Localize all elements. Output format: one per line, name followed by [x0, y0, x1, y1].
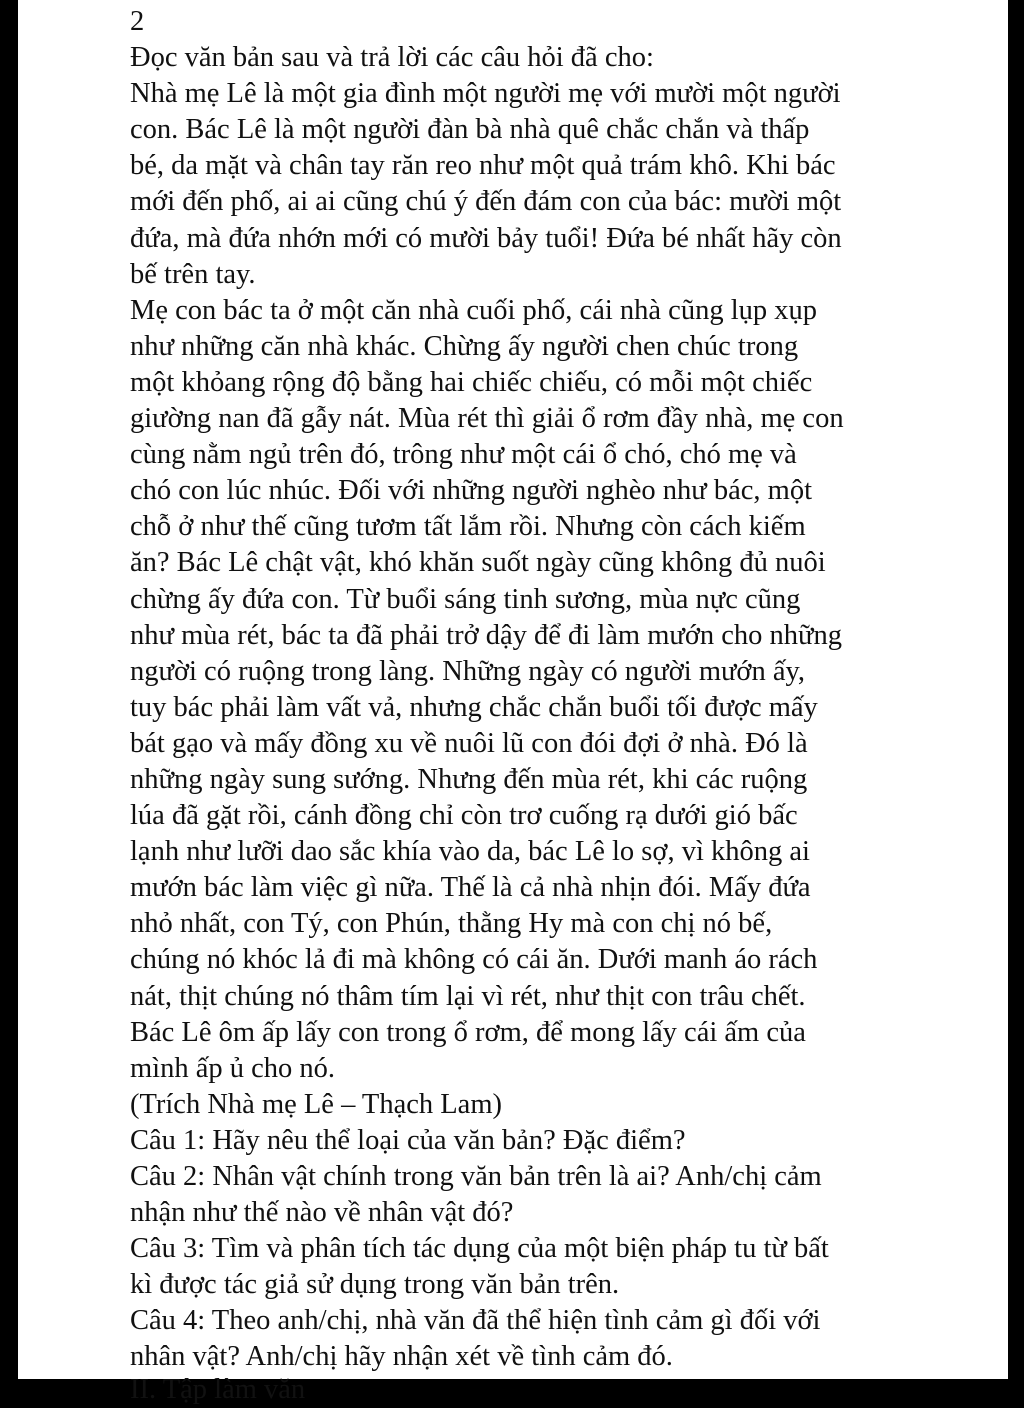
passage-line: giường nan đã gẫy nát. Mùa rét thì giải ổ rơm đầy nhà, mẹ con — [130, 403, 844, 435]
passage-line: mình ấp ủ cho nó. — [130, 1052, 336, 1084]
passage-line: bế trên tay. — [130, 258, 256, 290]
passage-line: đứa, mà đứa nhớn mới có mười bảy tuổi! Đứa bé nhất hãy còn — [130, 222, 842, 254]
passage-line: lạnh như lưỡi dao sắc khía vào da, bác Lê lo sợ, vì không ai — [130, 836, 810, 868]
passage-line: bé, da mặt và chân tay răn reo như một quả trám khô. Khi bác — [130, 150, 836, 182]
source-citation: (Trích Nhà mẹ Lê – Thạch Lam) — [130, 1088, 502, 1120]
passage-line: con. Bác Lê là một người đàn bà nhà quê chắc chắn và thấp — [130, 114, 810, 146]
instruction: Đọc văn bản sau và trả lời các câu hỏi đã cho: — [130, 42, 654, 74]
passage-line: bát gạo và mấy đồng xu về nuôi lũ con đói đợi ở nhà. Đó là — [130, 727, 808, 759]
passage-line: như mùa rét, bác ta đã phải trở dậy để đi làm mướn cho những — [130, 619, 842, 651]
passage-line: tuy bác phải làm vất vả, nhưng chắc chắn buổi tối được mấy — [130, 691, 818, 723]
passage-line: chúng nó khóc lả đi mà không có cái ăn. Dưới manh áo rách — [130, 944, 818, 976]
question-line: nhân vật? Anh/chị hãy nhận xét về tình cảm đó. — [130, 1341, 673, 1373]
question-line: nhận như thế nào về nhân vật đó? — [130, 1197, 514, 1229]
document-text — [130, 4, 844, 1376]
question-line: Câu 4: Theo anh/chị, nhà văn đã thể hiện tình cảm gì đối với — [130, 1305, 821, 1337]
passage-line: chó con lúc nhúc. Đối với những người nghèo như bác, một — [130, 475, 812, 507]
passage-line: như những căn nhà khác. Chừng ấy người chen chúc trong — [130, 330, 799, 362]
passage-line: những ngày sung sướng. Nhưng đến mùa rét, khi các ruộng — [130, 763, 808, 795]
question-line: Câu 3: Tìm và phân tích tác dụng của một biện pháp tu từ bất — [130, 1233, 829, 1265]
passage — [130, 76, 844, 1087]
cutoff-heading: II. Tập làm văn — [130, 1374, 306, 1405]
passage-line: lúa đã gặt rồi, cánh đồng chỉ còn trơ cuống rạ dưới gió bấc — [130, 800, 798, 832]
passage-line: một khỏang rộng độ bằng hai chiếc chiếu, có mỗi một chiếc — [130, 366, 813, 398]
passage-line: ăn? Bác Lê chật vật, khó khăn suốt ngày cũng không đủ nuôi — [130, 547, 826, 579]
question-line: kì được tác giả sử dụng trong văn bản trên. — [130, 1269, 620, 1301]
passage-line: Mẹ con bác ta ở một căn nhà cuối phố, cái nhà cũng lụp xụp — [130, 294, 817, 326]
question-line: Câu 1: Hãy nêu thể loại của văn bản? Đặc điểm? — [130, 1124, 686, 1156]
passage-line: nhỏ nhất, con Tý, con Phún, thằng Hy mà con chị nó bế, — [130, 908, 773, 940]
passage-line: chỗ ở như thế cũng tươm tất lắm rồi. Nhưng còn cách kiếm — [130, 511, 806, 543]
passage-line: mới đến phố, ai ai cũng chú ý đến đám con của bác: mười một — [130, 186, 842, 218]
question-line: Câu 2: Nhân vật chính trong văn bản trên là ai? Anh/chị cảm — [130, 1161, 822, 1192]
questions — [130, 1123, 844, 1376]
passage-line: chừng ấy đứa con. Từ buổi sáng tinh sương, mùa nực cũng — [130, 583, 801, 615]
page-number: 2 — [130, 6, 145, 37]
passage-line: cùng nằm ngủ trên đó, trông như một cái ổ chó, chó mẹ và — [130, 439, 797, 471]
passage-line: Nhà mẹ Lê là một gia đình một người mẹ với mười một người — [130, 78, 841, 110]
passage-line: Bác Lê ôm ấp lấy con trong ổ rơm, để mong lấy cái ấm của — [130, 1016, 806, 1048]
passage-line: người có ruộng trong làng. Những ngày có người mướn ấy, — [130, 655, 806, 687]
passage-line: mướn bác làm việc gì nữa. Thế là cả nhà nhịn đói. Mấy đứa — [130, 872, 811, 904]
passage-line: nát, thịt chúng nó thâm tím lại vì rét, như thịt con trâu chết. — [130, 980, 806, 1012]
document-page — [18, 0, 1008, 1405]
